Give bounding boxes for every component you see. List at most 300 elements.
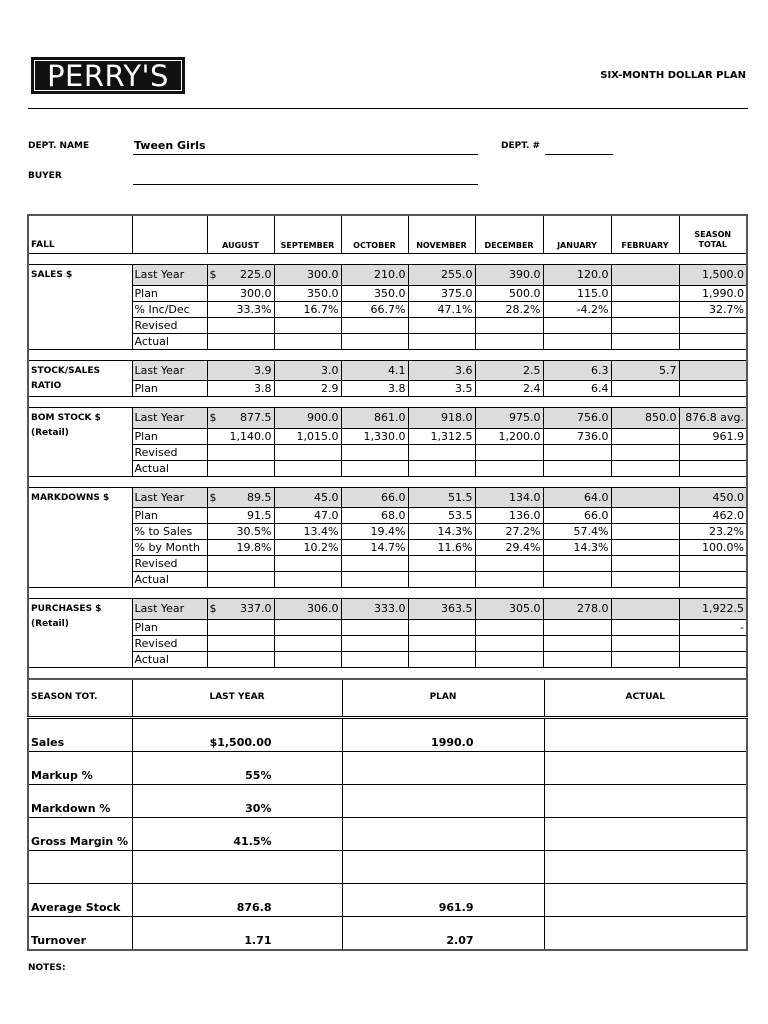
summary-header: PLAN xyxy=(342,679,544,718)
value-cell[interactable] xyxy=(207,381,274,397)
value-cell[interactable] xyxy=(274,556,341,572)
value-cell[interactable] xyxy=(207,524,274,540)
summary-actual[interactable] xyxy=(544,718,747,752)
section-title xyxy=(28,333,132,349)
value-cell[interactable] xyxy=(543,619,611,635)
value-cell[interactable] xyxy=(408,524,475,540)
value-cell[interactable] xyxy=(408,317,475,333)
value-cell[interactable] xyxy=(475,651,543,667)
spacer-cell xyxy=(207,397,274,408)
row-label: Actual xyxy=(132,651,207,667)
section-spacer xyxy=(28,476,747,487)
summary-plan[interactable] xyxy=(342,752,544,785)
value-cell[interactable] xyxy=(408,301,475,317)
summary-plan[interactable]: 2.07 xyxy=(342,917,544,951)
value-cell[interactable] xyxy=(274,265,341,286)
row-label: Revised xyxy=(132,556,207,572)
value-cell[interactable] xyxy=(341,333,408,349)
summary-last-year[interactable] xyxy=(132,851,342,884)
section-title xyxy=(28,285,132,301)
buyer-field-line[interactable] xyxy=(133,184,478,185)
summary-plan[interactable] xyxy=(342,818,544,851)
value-cell[interactable] xyxy=(475,333,543,349)
season-total-cell[interactable]: 1,990.0 xyxy=(679,285,747,301)
season-total-header-row xyxy=(28,679,747,718)
value-cell[interactable] xyxy=(543,540,611,556)
value-cell[interactable] xyxy=(543,599,611,620)
value-cell[interactable] xyxy=(611,265,679,286)
value-cell[interactable] xyxy=(543,460,611,476)
spacer-cell xyxy=(274,254,341,265)
value-cell[interactable] xyxy=(475,360,543,381)
value-cell[interactable] xyxy=(341,381,408,397)
value-cell[interactable] xyxy=(341,301,408,317)
summary-last-year[interactable]: 876.8 xyxy=(132,884,342,917)
value-cell[interactable] xyxy=(611,619,679,635)
value-cell[interactable] xyxy=(475,619,543,635)
value-cell[interactable] xyxy=(207,265,274,286)
season-total-cell[interactable] xyxy=(679,444,747,460)
season-total-cell[interactable]: - xyxy=(679,619,747,635)
section-title: SALES $ xyxy=(28,265,132,286)
summary-actual[interactable] xyxy=(544,752,747,785)
season-total-cell[interactable] xyxy=(679,635,747,651)
row-label: Actual xyxy=(132,333,207,349)
table-row xyxy=(28,317,747,333)
summary-label: Average Stock xyxy=(28,884,132,917)
section-title: (Retail) xyxy=(28,428,132,444)
season-total-cell[interactable] xyxy=(679,360,747,381)
value-cell[interactable] xyxy=(408,619,475,635)
value-cell[interactable] xyxy=(274,285,341,301)
season-total-cell[interactable] xyxy=(679,651,747,667)
dollar-sign: $ xyxy=(209,411,217,425)
value-cell[interactable] xyxy=(207,428,274,444)
value-cell[interactable] xyxy=(611,524,679,540)
value-cell[interactable] xyxy=(611,460,679,476)
value-cell[interactable] xyxy=(408,285,475,301)
spacer-cell xyxy=(207,588,274,599)
value-cell[interactable] xyxy=(408,444,475,460)
value-cell[interactable] xyxy=(611,599,679,620)
value-cell[interactable] xyxy=(611,360,679,381)
value-cell[interactable] xyxy=(341,540,408,556)
value-text: 736.0 xyxy=(577,429,609,443)
table-row xyxy=(28,360,747,381)
value-cell[interactable] xyxy=(207,487,274,508)
value-cell[interactable] xyxy=(274,301,341,317)
value-cell[interactable] xyxy=(611,285,679,301)
value-cell[interactable] xyxy=(543,360,611,381)
value-cell[interactable] xyxy=(611,301,679,317)
value-cell[interactable] xyxy=(543,301,611,317)
value-cell[interactable] xyxy=(475,301,543,317)
summary-label: Turnover xyxy=(28,917,132,951)
section-title xyxy=(28,524,132,540)
value-cell[interactable] xyxy=(543,508,611,524)
value-cell[interactable] xyxy=(543,428,611,444)
value-text: 5.7 xyxy=(659,363,677,377)
value-cell[interactable] xyxy=(408,333,475,349)
season-total-cell[interactable]: 450.0 xyxy=(679,487,747,508)
row-label: % Inc/Dec xyxy=(132,301,207,317)
dept-name-value[interactable]: Tween Girls xyxy=(134,139,206,152)
value-cell[interactable] xyxy=(274,540,341,556)
value-cell[interactable] xyxy=(274,460,341,476)
value-cell[interactable] xyxy=(341,408,408,429)
summary-last-year[interactable]: 55% xyxy=(132,752,342,785)
spacer-cell xyxy=(28,667,132,679)
spacer-cell xyxy=(475,588,543,599)
spacer-cell xyxy=(679,397,747,408)
value-cell[interactable] xyxy=(611,428,679,444)
value-cell[interactable] xyxy=(341,556,408,572)
spacer-cell xyxy=(679,667,747,679)
value-cell[interactable] xyxy=(408,599,475,620)
value-cell[interactable] xyxy=(274,381,341,397)
value-cell[interactable] xyxy=(341,508,408,524)
value-cell[interactable] xyxy=(341,619,408,635)
value-cell[interactable] xyxy=(207,651,274,667)
value-cell[interactable] xyxy=(274,360,341,381)
value-cell[interactable] xyxy=(475,444,543,460)
summary-row xyxy=(28,884,747,917)
value-cell[interactable] xyxy=(274,635,341,651)
value-cell[interactable] xyxy=(341,360,408,381)
month-header: DECEMBER xyxy=(475,215,543,254)
summary-plan[interactable]: 1990.0 xyxy=(342,718,544,752)
value-cell[interactable] xyxy=(408,408,475,429)
row-label: Plan xyxy=(132,381,207,397)
value-cell[interactable] xyxy=(341,285,408,301)
value-cell[interactable] xyxy=(543,408,611,429)
section-spacer xyxy=(28,254,747,265)
season-total-cell[interactable] xyxy=(679,333,747,349)
section-title xyxy=(28,635,132,651)
spacer-cell xyxy=(611,349,679,360)
value-text: 19.4% xyxy=(370,525,406,538)
value-text: 3.8 xyxy=(388,382,406,395)
dept-name-label: DEPT. NAME xyxy=(28,141,90,151)
value-cell[interactable] xyxy=(274,333,341,349)
season-total-table xyxy=(27,678,748,951)
value-cell[interactable] xyxy=(543,381,611,397)
spacer-cell xyxy=(543,349,611,360)
summary-last-year[interactable]: 30% xyxy=(132,785,342,818)
season-total-cell[interactable] xyxy=(679,460,747,476)
value-cell[interactable] xyxy=(274,572,341,588)
value-cell[interactable] xyxy=(408,508,475,524)
value-cell[interactable] xyxy=(274,487,341,508)
summary-row xyxy=(28,917,747,951)
summary-actual[interactable] xyxy=(544,917,747,951)
spacer-cell xyxy=(28,476,132,487)
table-row xyxy=(28,285,747,301)
value-text: 305.0 xyxy=(509,602,541,616)
value-text: 120.0 xyxy=(577,268,609,282)
season-total-cell[interactable]: 961.9 xyxy=(679,428,747,444)
summary-plan[interactable]: 961.9 xyxy=(342,884,544,917)
spacer-cell xyxy=(611,667,679,679)
spacer-cell xyxy=(341,476,408,487)
value-cell[interactable] xyxy=(207,317,274,333)
value-cell[interactable] xyxy=(475,487,543,508)
summary-row xyxy=(28,785,747,818)
table-row xyxy=(28,408,747,429)
value-cell[interactable] xyxy=(207,360,274,381)
table-row xyxy=(28,460,747,476)
season-total-cell[interactable] xyxy=(679,572,747,588)
dept-name-field-line xyxy=(133,154,478,155)
section-title xyxy=(28,651,132,667)
value-cell[interactable] xyxy=(611,540,679,556)
value-cell[interactable] xyxy=(611,487,679,508)
dept-number-field-line[interactable] xyxy=(545,154,613,155)
value-text: 861.0 xyxy=(374,411,406,425)
value-cell[interactable] xyxy=(341,524,408,540)
value-cell[interactable] xyxy=(475,635,543,651)
value-cell[interactable] xyxy=(274,444,341,460)
row-label: Last Year xyxy=(132,599,207,620)
value-cell[interactable] xyxy=(543,285,611,301)
value-cell[interactable] xyxy=(408,360,475,381)
notes-label: NOTES: xyxy=(28,963,66,973)
value-cell[interactable] xyxy=(341,572,408,588)
value-cell[interactable] xyxy=(611,508,679,524)
value-cell[interactable] xyxy=(274,599,341,620)
value-cell[interactable] xyxy=(408,487,475,508)
value-cell[interactable] xyxy=(611,556,679,572)
spacer-cell xyxy=(543,254,611,265)
season-total-cell[interactable]: 1,500.0 xyxy=(679,265,747,286)
spacer-cell xyxy=(132,349,207,360)
value-text: -4.2% xyxy=(576,302,609,316)
spacer-cell xyxy=(475,397,543,408)
value-cell[interactable] xyxy=(341,428,408,444)
value-text: 918.0 xyxy=(441,411,473,425)
value-text: 14.3% xyxy=(573,541,609,554)
section-title xyxy=(28,508,132,524)
value-cell[interactable] xyxy=(543,524,611,540)
summary-label: Markup % xyxy=(28,752,132,785)
table-row xyxy=(28,599,747,620)
value-cell[interactable] xyxy=(611,444,679,460)
value-cell[interactable] xyxy=(207,333,274,349)
table-row xyxy=(28,619,747,635)
season-total-cell[interactable]: 23.2% xyxy=(679,524,747,540)
value-cell[interactable] xyxy=(207,460,274,476)
value-cell[interactable] xyxy=(207,556,274,572)
season-total-cell[interactable]: 876.8 avg. xyxy=(679,408,747,429)
value-cell[interactable] xyxy=(543,556,611,572)
season-total-cell[interactable] xyxy=(679,381,747,397)
value-cell[interactable] xyxy=(543,444,611,460)
perrys-logo xyxy=(31,57,185,94)
section-title: BOM STOCK $ xyxy=(28,408,132,429)
table-row xyxy=(28,651,747,667)
row-label: Last Year xyxy=(132,360,207,381)
value-text: 53.5 xyxy=(448,509,473,522)
value-cell[interactable] xyxy=(207,301,274,317)
summary-actual[interactable] xyxy=(544,818,747,851)
value-cell[interactable] xyxy=(611,635,679,651)
value-text: 28.2% xyxy=(505,302,541,316)
table-row xyxy=(28,524,747,540)
value-cell[interactable] xyxy=(611,572,679,588)
value-cell[interactable] xyxy=(475,556,543,572)
value-cell[interactable] xyxy=(543,317,611,333)
value-cell[interactable] xyxy=(408,540,475,556)
row-label: Plan xyxy=(132,508,207,524)
value-cell[interactable] xyxy=(543,333,611,349)
row-label: Plan xyxy=(132,428,207,444)
row-label: % by Month xyxy=(132,540,207,556)
value-cell[interactable] xyxy=(543,572,611,588)
spacer-cell xyxy=(475,667,543,679)
value-cell[interactable] xyxy=(475,599,543,620)
value-cell[interactable] xyxy=(475,508,543,524)
value-text: 29.4% xyxy=(505,541,541,554)
table-row xyxy=(28,572,747,588)
spacer-cell xyxy=(274,588,341,599)
value-cell[interactable] xyxy=(611,651,679,667)
table-row xyxy=(28,301,747,317)
section-title: STOCK/SALES xyxy=(28,360,132,381)
value-text: 66.7% xyxy=(370,302,406,316)
value-text: 19.8% xyxy=(236,541,272,554)
value-cell[interactable] xyxy=(475,317,543,333)
spacer-cell xyxy=(207,254,274,265)
value-text: 4.1 xyxy=(388,363,406,377)
value-text: 91.5 xyxy=(247,509,272,522)
table-row xyxy=(28,265,747,286)
table-row xyxy=(28,381,747,397)
value-cell[interactable] xyxy=(341,651,408,667)
value-cell[interactable] xyxy=(475,540,543,556)
six-month-plan-table xyxy=(27,214,748,680)
value-cell[interactable] xyxy=(475,428,543,444)
spacer-cell xyxy=(132,254,207,265)
table-row xyxy=(28,508,747,524)
value-cell[interactable] xyxy=(274,619,341,635)
value-text: 375.0 xyxy=(441,286,473,300)
value-cell[interactable] xyxy=(408,460,475,476)
value-cell[interactable] xyxy=(543,651,611,667)
season-total-cell[interactable]: 462.0 xyxy=(679,508,747,524)
value-cell[interactable] xyxy=(207,635,274,651)
value-cell[interactable] xyxy=(207,408,274,429)
value-cell[interactable] xyxy=(341,635,408,651)
season-total-cell[interactable] xyxy=(679,317,747,333)
spacer-cell xyxy=(611,397,679,408)
spacer-cell xyxy=(274,397,341,408)
section-spacer xyxy=(28,588,747,599)
value-cell[interactable] xyxy=(475,285,543,301)
value-text: 10.2% xyxy=(303,541,339,554)
value-cell[interactable] xyxy=(207,444,274,460)
value-cell[interactable] xyxy=(475,524,543,540)
value-cell[interactable] xyxy=(207,619,274,635)
value-cell[interactable] xyxy=(408,572,475,588)
summary-actual[interactable] xyxy=(544,851,747,884)
value-cell[interactable] xyxy=(341,599,408,620)
value-cell[interactable] xyxy=(543,635,611,651)
value-cell[interactable] xyxy=(475,572,543,588)
section-spacer xyxy=(28,667,747,679)
section-title: MARKDOWNS $ xyxy=(28,487,132,508)
summary-plan[interactable] xyxy=(342,785,544,818)
value-cell[interactable] xyxy=(274,408,341,429)
season-total-cell[interactable]: 32.7% xyxy=(679,301,747,317)
summary-last-year[interactable]: $1,500.00 xyxy=(132,718,342,752)
summary-plan[interactable] xyxy=(342,851,544,884)
summary-last-year[interactable]: 41.5% xyxy=(132,818,342,851)
value-text: 64.0 xyxy=(584,490,609,504)
value-cell[interactable] xyxy=(341,265,408,286)
value-cell[interactable] xyxy=(274,428,341,444)
season-total-cell[interactable]: 1,922.5 xyxy=(679,599,747,620)
value-cell[interactable] xyxy=(274,508,341,524)
summary-header: ACTUAL xyxy=(544,679,747,718)
value-cell[interactable] xyxy=(408,381,475,397)
value-cell[interactable] xyxy=(611,317,679,333)
season-total-cell[interactable]: 100.0% xyxy=(679,540,747,556)
summary-row xyxy=(28,851,747,884)
value-cell[interactable] xyxy=(543,265,611,286)
spacer-cell xyxy=(408,397,475,408)
value-cell[interactable] xyxy=(408,635,475,651)
value-cell[interactable] xyxy=(341,460,408,476)
value-cell[interactable] xyxy=(611,381,679,397)
summary-last-year[interactable]: 1.71 xyxy=(132,917,342,951)
value-cell[interactable] xyxy=(341,317,408,333)
value-cell[interactable] xyxy=(341,444,408,460)
value-cell[interactable] xyxy=(611,333,679,349)
spacer-cell xyxy=(408,476,475,487)
value-cell[interactable] xyxy=(207,285,274,301)
value-cell[interactable] xyxy=(475,381,543,397)
value-cell[interactable] xyxy=(207,508,274,524)
value-cell[interactable] xyxy=(611,408,679,429)
section-title xyxy=(28,444,132,460)
value-cell[interactable] xyxy=(543,487,611,508)
value-text: 47.0 xyxy=(314,509,339,522)
value-text: 2.4 xyxy=(523,382,541,395)
value-cell[interactable] xyxy=(274,651,341,667)
summary-actual[interactable] xyxy=(544,785,747,818)
value-cell[interactable] xyxy=(207,540,274,556)
value-cell[interactable] xyxy=(475,460,543,476)
value-cell[interactable] xyxy=(475,408,543,429)
value-cell[interactable] xyxy=(341,487,408,508)
value-cell[interactable] xyxy=(408,428,475,444)
value-cell[interactable] xyxy=(207,572,274,588)
value-cell[interactable] xyxy=(408,265,475,286)
value-cell[interactable] xyxy=(408,556,475,572)
value-cell[interactable] xyxy=(408,651,475,667)
season-total-cell[interactable] xyxy=(679,556,747,572)
value-cell[interactable] xyxy=(274,524,341,540)
section-title xyxy=(28,460,132,476)
row-label: Revised xyxy=(132,317,207,333)
value-cell[interactable] xyxy=(475,265,543,286)
value-text: 3.9 xyxy=(254,363,272,377)
summary-label: Sales xyxy=(28,718,132,752)
value-cell[interactable] xyxy=(207,599,274,620)
value-cell[interactable] xyxy=(274,317,341,333)
summary-actual[interactable] xyxy=(544,884,747,917)
value-text: 363.5 xyxy=(441,602,473,616)
